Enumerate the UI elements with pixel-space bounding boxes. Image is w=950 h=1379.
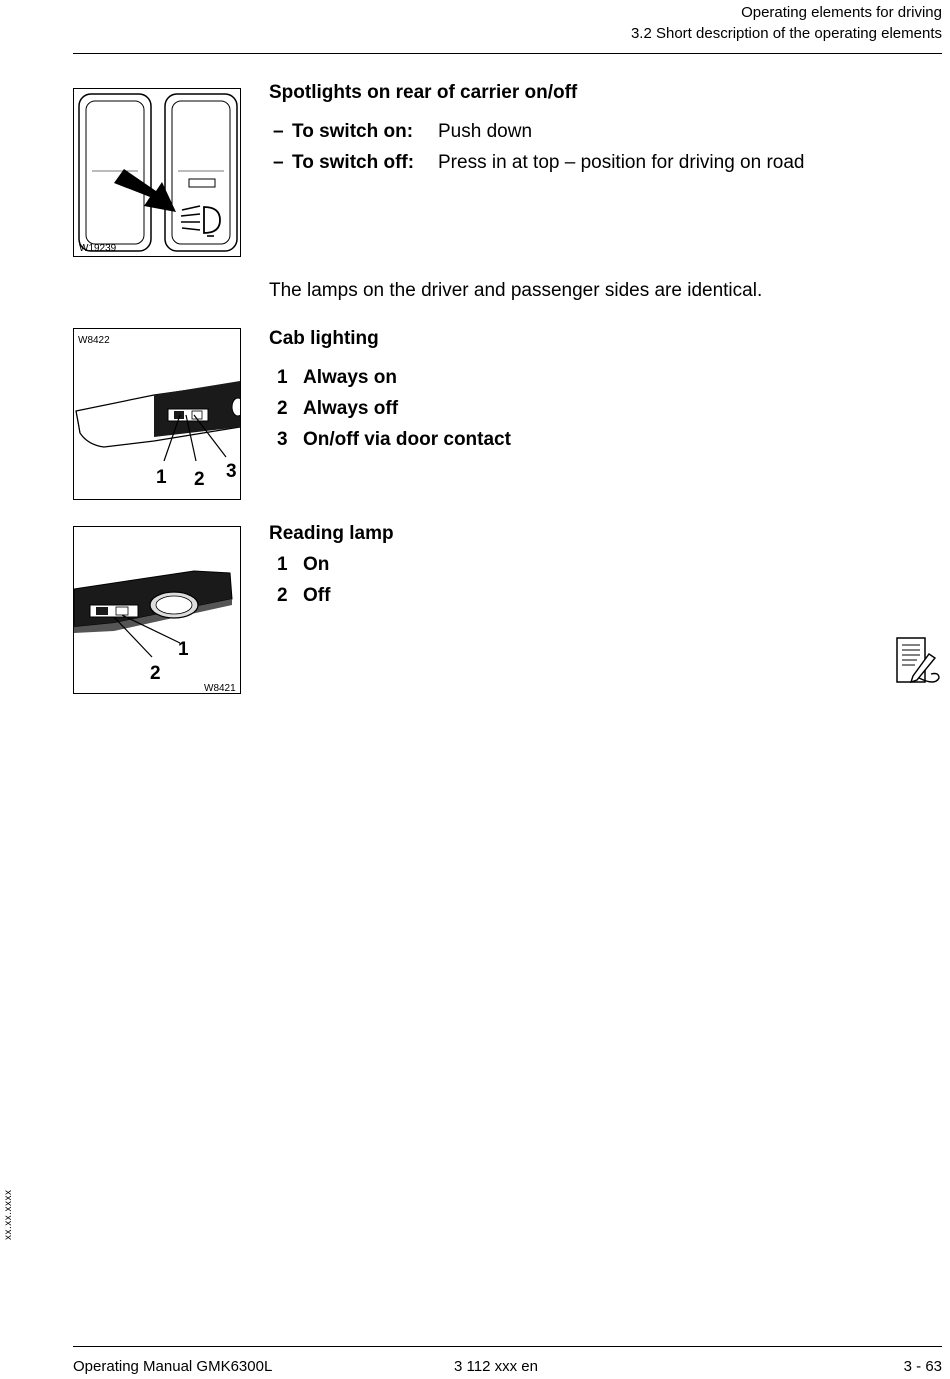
- item-number: 2: [277, 585, 288, 606]
- section-title-cab-lighting: Cab lighting: [269, 328, 379, 349]
- header-chapter: Operating elements for driving: [741, 4, 942, 21]
- callout-3: 3: [226, 461, 237, 482]
- item-number: 1: [277, 554, 288, 575]
- footer-page-number: 3 - 63: [903, 1358, 942, 1375]
- callout-2: 2: [150, 663, 161, 684]
- item-dash: –: [273, 152, 284, 173]
- identical-lamps-note: The lamps on the driver and passenger sides are identical.: [269, 280, 763, 301]
- item-text: On: [303, 554, 330, 575]
- cab-lighting-figure: [73, 328, 241, 500]
- footer-rule: [73, 1346, 942, 1347]
- callout-2: 2: [194, 469, 205, 490]
- footer-manual: Operating Manual GMK6300L: [73, 1358, 273, 1375]
- figure-code-label: W19239: [79, 243, 117, 254]
- item-value: Press in at top – position for driving on road: [438, 152, 805, 173]
- item-value: Push down: [438, 121, 533, 142]
- item-dash: –: [273, 121, 284, 142]
- header-section: 3.2 Short description of the operating elements: [630, 25, 942, 42]
- item-number: 3: [277, 429, 288, 450]
- item-label: To switch on:: [292, 121, 414, 142]
- spotlight-switch-figure: [73, 88, 241, 257]
- reading-lamp-figure: [73, 526, 241, 694]
- header-rule: [73, 53, 942, 54]
- side-code: xx.xx.xxxx: [3, 1189, 14, 1240]
- callout-1: 1: [178, 639, 189, 660]
- item-text: Always on: [303, 367, 397, 388]
- figure-code-label: W8422: [78, 335, 110, 346]
- item-text: Always off: [303, 398, 399, 419]
- section-title-reading-lamp: Reading lamp: [269, 523, 394, 544]
- item-text: Off: [303, 585, 331, 606]
- callout-1: 1: [156, 467, 167, 488]
- footer-doc-number: 3 112 xxx en: [454, 1358, 538, 1375]
- item-text: On/off via door contact: [303, 429, 511, 450]
- figure-code-label: W8421: [204, 683, 236, 693]
- item-label: To switch off:: [292, 152, 415, 173]
- manual-reference-icon: [895, 636, 941, 688]
- section-title-spotlights: Spotlights on rear of carrier on/off: [269, 82, 578, 103]
- item-number: 1: [277, 367, 288, 388]
- item-number: 2: [277, 398, 288, 419]
